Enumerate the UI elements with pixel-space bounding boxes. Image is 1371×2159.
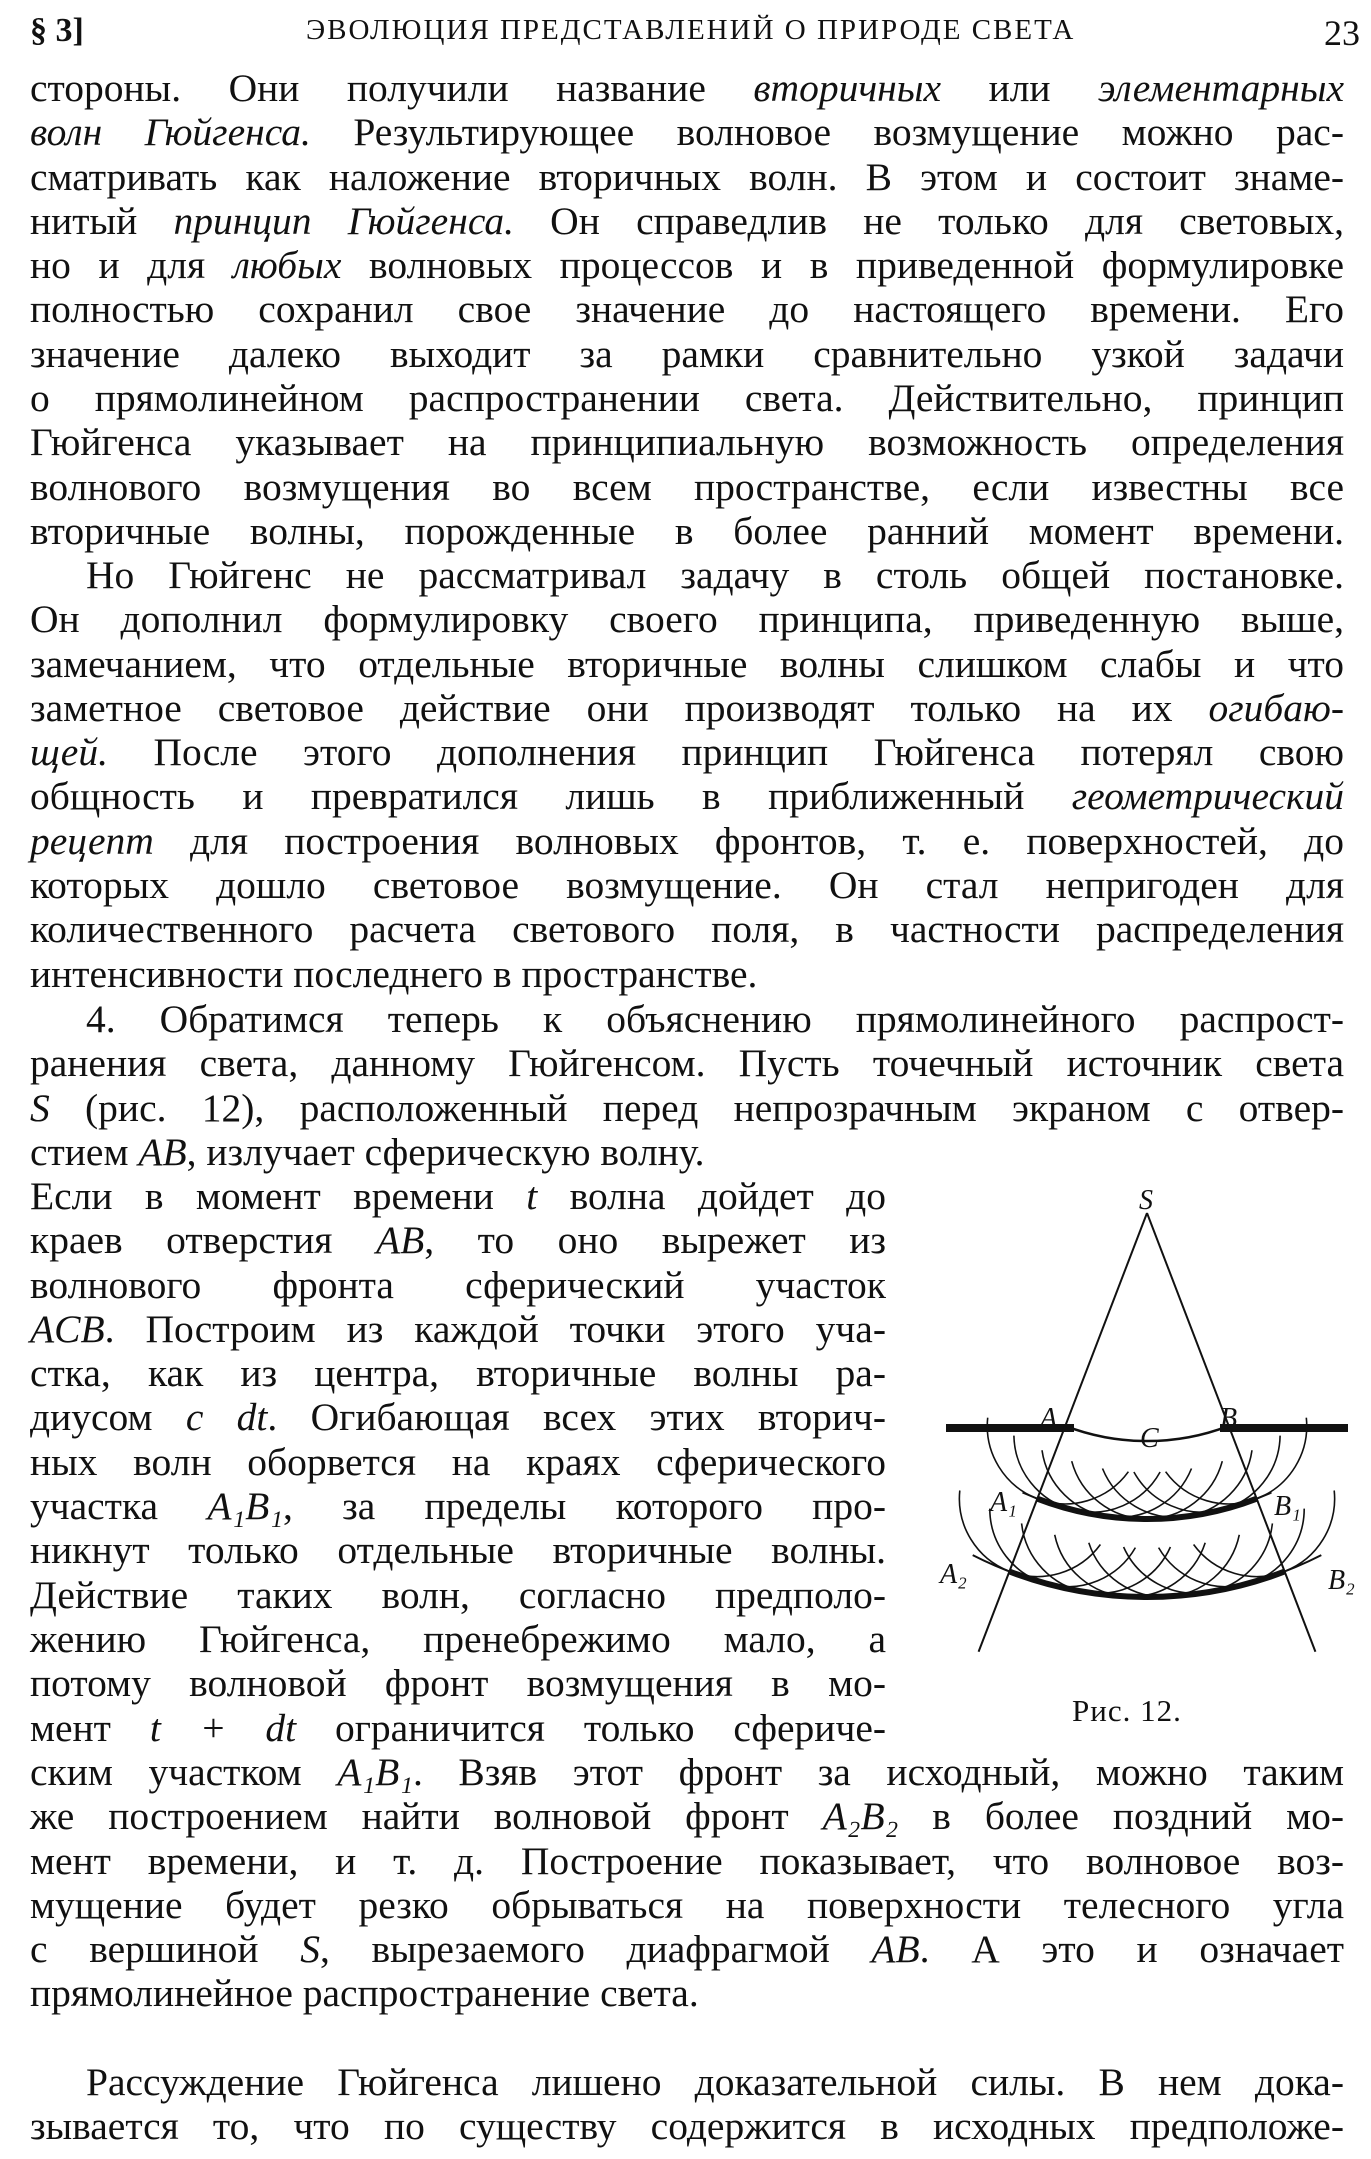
text-line: Он дополнил формулировку своего принципа, приведенную выше, (30, 597, 1344, 642)
text-line: интенсивности последнего в пространстве. (30, 951, 758, 996)
text-line: S (рис. 12), расположенный перед непрозрачным экраном с отвер- (30, 1085, 1344, 1130)
figure-caption: Рис. 12. (1072, 1693, 1182, 1728)
text-line: полностью сохранил свое значение до настоящего времени. Его (30, 287, 1344, 332)
text-line: участка A₁B₁, за пределы которого про- (30, 1484, 886, 1529)
text-line: замечанием, что отдельные вторичные волны слишком слабы и что (30, 641, 1344, 686)
text-line: зывается то, что по существу содержится в исходных предположе- (30, 2104, 1344, 2149)
text-line: волн Гюйгенса. Результирующее волновое возмущение можно рас- (30, 110, 1344, 155)
text-line: но и для любых волновых процессов и в приведенной формулировке (30, 243, 1344, 288)
running-title: ЭВОЛЮЦИЯ ПРЕДСТАВЛЕНИЙ О ПРИРОДЕ СВЕТА (306, 14, 1076, 46)
huygens-construction-diagram (932, 1185, 1362, 1685)
label-a2: A₂ (940, 1559, 967, 1590)
paragraph-huygens-limitation (30, 553, 1344, 996)
label-a: A (1040, 1403, 1058, 1434)
text-line: стороны. Они получили название вторичных или элементарных (30, 66, 1344, 110)
text-line: Если в момент времени t волна дойдет до (30, 1174, 886, 1218)
text-line: о прямолинейном распространении света. Действительно, принцип (30, 376, 1344, 421)
text-line: ACB. Построим из каждой точки этого уча- (30, 1306, 886, 1351)
text-line: значение далеко выходит за рамки сравнительно узкой задачи (30, 331, 1344, 376)
text-line: заметное световое действие они производят только на их огибаю- (30, 685, 1344, 730)
text-line: мент t + dt ограничится только сфериче- (30, 1705, 886, 1750)
text-line: 4. Обратимся теперь к объяснению прямолинейного распрост- (86, 997, 1344, 1041)
text-line: жению Гюйгенса, пренебрежимо мало, а (30, 1616, 886, 1661)
text-line: рецепт для построения волновых фронтов, т. е. поверхностей, до (30, 818, 1344, 863)
label-c: C (1140, 1423, 1159, 1454)
label-a1: A₁ (990, 1487, 1017, 1518)
text-line: никнут только отдельные вторичные волны. (30, 1528, 886, 1573)
text-line: Действие таких волн, согласно предполо- (30, 1572, 886, 1617)
text-line: диусом c dt. Огибающая всех этих вторич- (30, 1395, 886, 1440)
section-marker: § 3] (30, 12, 84, 49)
page-header (30, 12, 1360, 62)
page-number: 23 (1324, 13, 1360, 53)
label-s: S (1139, 1185, 1153, 1216)
text-line: сматривать как наложение вторичных волн. В этом и состоит знаме- (30, 154, 1344, 199)
text-line: Рассуждение Гюйгенса лишено доказательной силы. В нем дока- (86, 2060, 1344, 2104)
paragraph-rectilinear-conclusion (30, 1750, 1344, 2016)
label-b: B (1220, 1403, 1238, 1434)
text-line: Но Гюйгенс не рассматривал задачу в столь общей постановке. (86, 553, 1344, 597)
text-line: волнового фронта сферический участок (30, 1262, 886, 1307)
text-line: ранения света, данному Гюйгенсом. Пусть точечный источник света (30, 1041, 1344, 1086)
text-line: краев отверстия AB, то оно вырежет из (30, 1218, 886, 1263)
text-line: вторичные волны, порожденные в более ранний момент времени. (30, 508, 1344, 553)
text-line: стка, как из центра, вторичные волны ра- (30, 1351, 886, 1396)
text-line: количественного расчета светового поля, в частности распределения (30, 907, 1344, 952)
text-line: общность и превратился лишь в приближенный геометрический (30, 774, 1344, 819)
text-line: нитый принцип Гюйгенса. Он справедлив не только для световых, (30, 198, 1345, 243)
paragraph-rectilinear-construction (30, 1174, 886, 1750)
text-line: ных волн оборвется на краях сферического (30, 1439, 886, 1484)
text-line: с вершиной S, вырезаемого диафрагмой AB. А это и означает (30, 1927, 1345, 1972)
paragraph-rectilinear-intro (30, 997, 1344, 1174)
text-line: Гюйгенса указывает на принципиальную возможность определения (30, 420, 1344, 465)
paragraph-huygens-principle (30, 66, 1344, 553)
text-line: мент времени, и т. д. Построение показывает, что волновое воз- (30, 1838, 1344, 1883)
label-b1: B₁ (1274, 1491, 1301, 1522)
figure-12 (932, 1185, 1362, 1728)
label-b2: B₂ (1328, 1565, 1355, 1596)
text-line: прямолинейное распространение света. (30, 1971, 699, 2016)
text-line: волнового возмущения во всем пространстве, если известны все (30, 464, 1344, 509)
text-line: щей. После этого дополнения принцип Гюйгенса потерял свою (30, 730, 1344, 775)
text-line: потому волновой фронт возмущения в мо- (30, 1661, 886, 1706)
paragraph-huygens-critique (30, 2060, 1344, 2149)
text-line: стием AB, излучает сферическую волну. (30, 1129, 705, 1174)
text-line: которых дошло световое возмущение. Он стал непригоден для (30, 863, 1344, 908)
text-line: же построением найти волновой фронт A₂B₂ в более поздний мо- (30, 1794, 1344, 1839)
text-line: ским участком A₁B₁. Взяв этот фронт за исходный, можно таким (30, 1750, 1344, 1794)
text-line: мущение будет резко обрываться на поверхности телесного угла (30, 1882, 1344, 1927)
